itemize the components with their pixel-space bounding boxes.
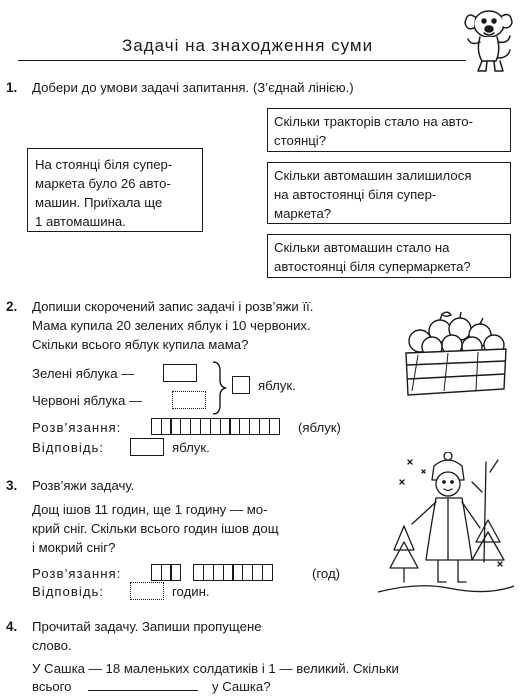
question-line: автостоянці біля супермаркета?	[274, 259, 471, 274]
solution-label: Розв’язання:	[32, 420, 122, 435]
green-apples-input[interactable]	[163, 364, 197, 382]
task-3-line: Дощ ішов 11 годин, ще 1 годину — мо-	[32, 502, 268, 517]
task-1-number: 1.	[6, 80, 18, 95]
apple-crate-illustration	[398, 303, 510, 397]
red-apples-label: Червоні яблука —	[32, 393, 143, 408]
task-2-number: 2.	[6, 299, 18, 314]
title-rule	[18, 60, 466, 61]
missing-word-blank[interactable]	[88, 690, 198, 691]
task-4-line: Прочитай задачу. Запиши пропущене	[32, 619, 262, 634]
task-2-line: Скільки всього яблук купила мама?	[32, 337, 249, 352]
task-3-number: 3.	[6, 478, 18, 493]
task-4-story-line: У Сашка — 18 маленьких солдатиків і 1 — великий. Скільки	[32, 661, 399, 676]
question-option-2[interactable]	[267, 162, 511, 224]
answer-label: Відповідь:	[32, 440, 105, 455]
task-3-line: крий сніг. Скільки всього годин ішов дощ	[32, 521, 279, 536]
task-3-line: і мокрий сніг?	[32, 540, 116, 555]
question-line: на автостоянці біля супер-	[274, 187, 437, 202]
task-1-instruction: Добери до умови задачі запитання. (З’єднай лінією.)	[32, 80, 354, 95]
task-4-number: 4.	[6, 619, 18, 634]
task-2-line: Мама купила 20 зелених яблук і 10 червоних.	[32, 318, 311, 333]
apples-word: яблук.	[258, 378, 296, 393]
task-4-story-prefix: всього	[32, 679, 72, 694]
solution-label: Розв’язання:	[32, 566, 122, 581]
dog-mascot-icon	[462, 2, 518, 78]
answer-unit: годин.	[172, 584, 210, 599]
brace-icon	[210, 360, 228, 416]
question-line: стоянці?	[274, 133, 327, 148]
answer-label: Відповідь:	[32, 584, 105, 599]
task-4-story-suffix: у Сашка?	[212, 679, 271, 694]
question-line: Скільки автомашин залишилося	[274, 168, 472, 183]
question-option-1[interactable]	[267, 108, 511, 152]
task-1-condition-box	[27, 148, 203, 232]
answer-input[interactable]	[130, 438, 164, 456]
condition-line: На стоянці біля супер-	[35, 157, 173, 172]
task-2-line: Допиши скорочений запис задачі і розв’яжи її.	[32, 299, 314, 314]
solution-unit: (год)	[312, 566, 341, 581]
solution-grid[interactable]	[152, 564, 273, 581]
total-apples-input[interactable]	[232, 376, 250, 394]
question-line: Скільки автомашин стало на	[274, 240, 450, 255]
question-line: Скільки тракторів стало на авто-	[274, 114, 473, 129]
green-apples-label: Зелені яблука —	[32, 366, 135, 381]
question-option-3[interactable]	[267, 234, 511, 278]
task-4-line: слово.	[32, 638, 72, 653]
red-apples-input[interactable]	[172, 391, 206, 409]
page-title: Задачі на знаходження суми	[122, 36, 374, 55]
solution-grid[interactable]	[152, 418, 280, 435]
condition-line: маркета було 26 авто-	[35, 176, 171, 191]
condition-line: машин. Приїхала ще	[35, 195, 163, 210]
condition-line: 1 автомашина.	[35, 214, 126, 229]
solution-unit: (яблук)	[298, 420, 341, 435]
girl-in-winter-illustration	[378, 452, 514, 602]
answer-unit: яблук.	[172, 440, 210, 455]
answer-input[interactable]	[130, 582, 164, 600]
task-3-heading: Розв’яжи задачу.	[32, 478, 135, 493]
question-line: маркета?	[274, 206, 332, 221]
